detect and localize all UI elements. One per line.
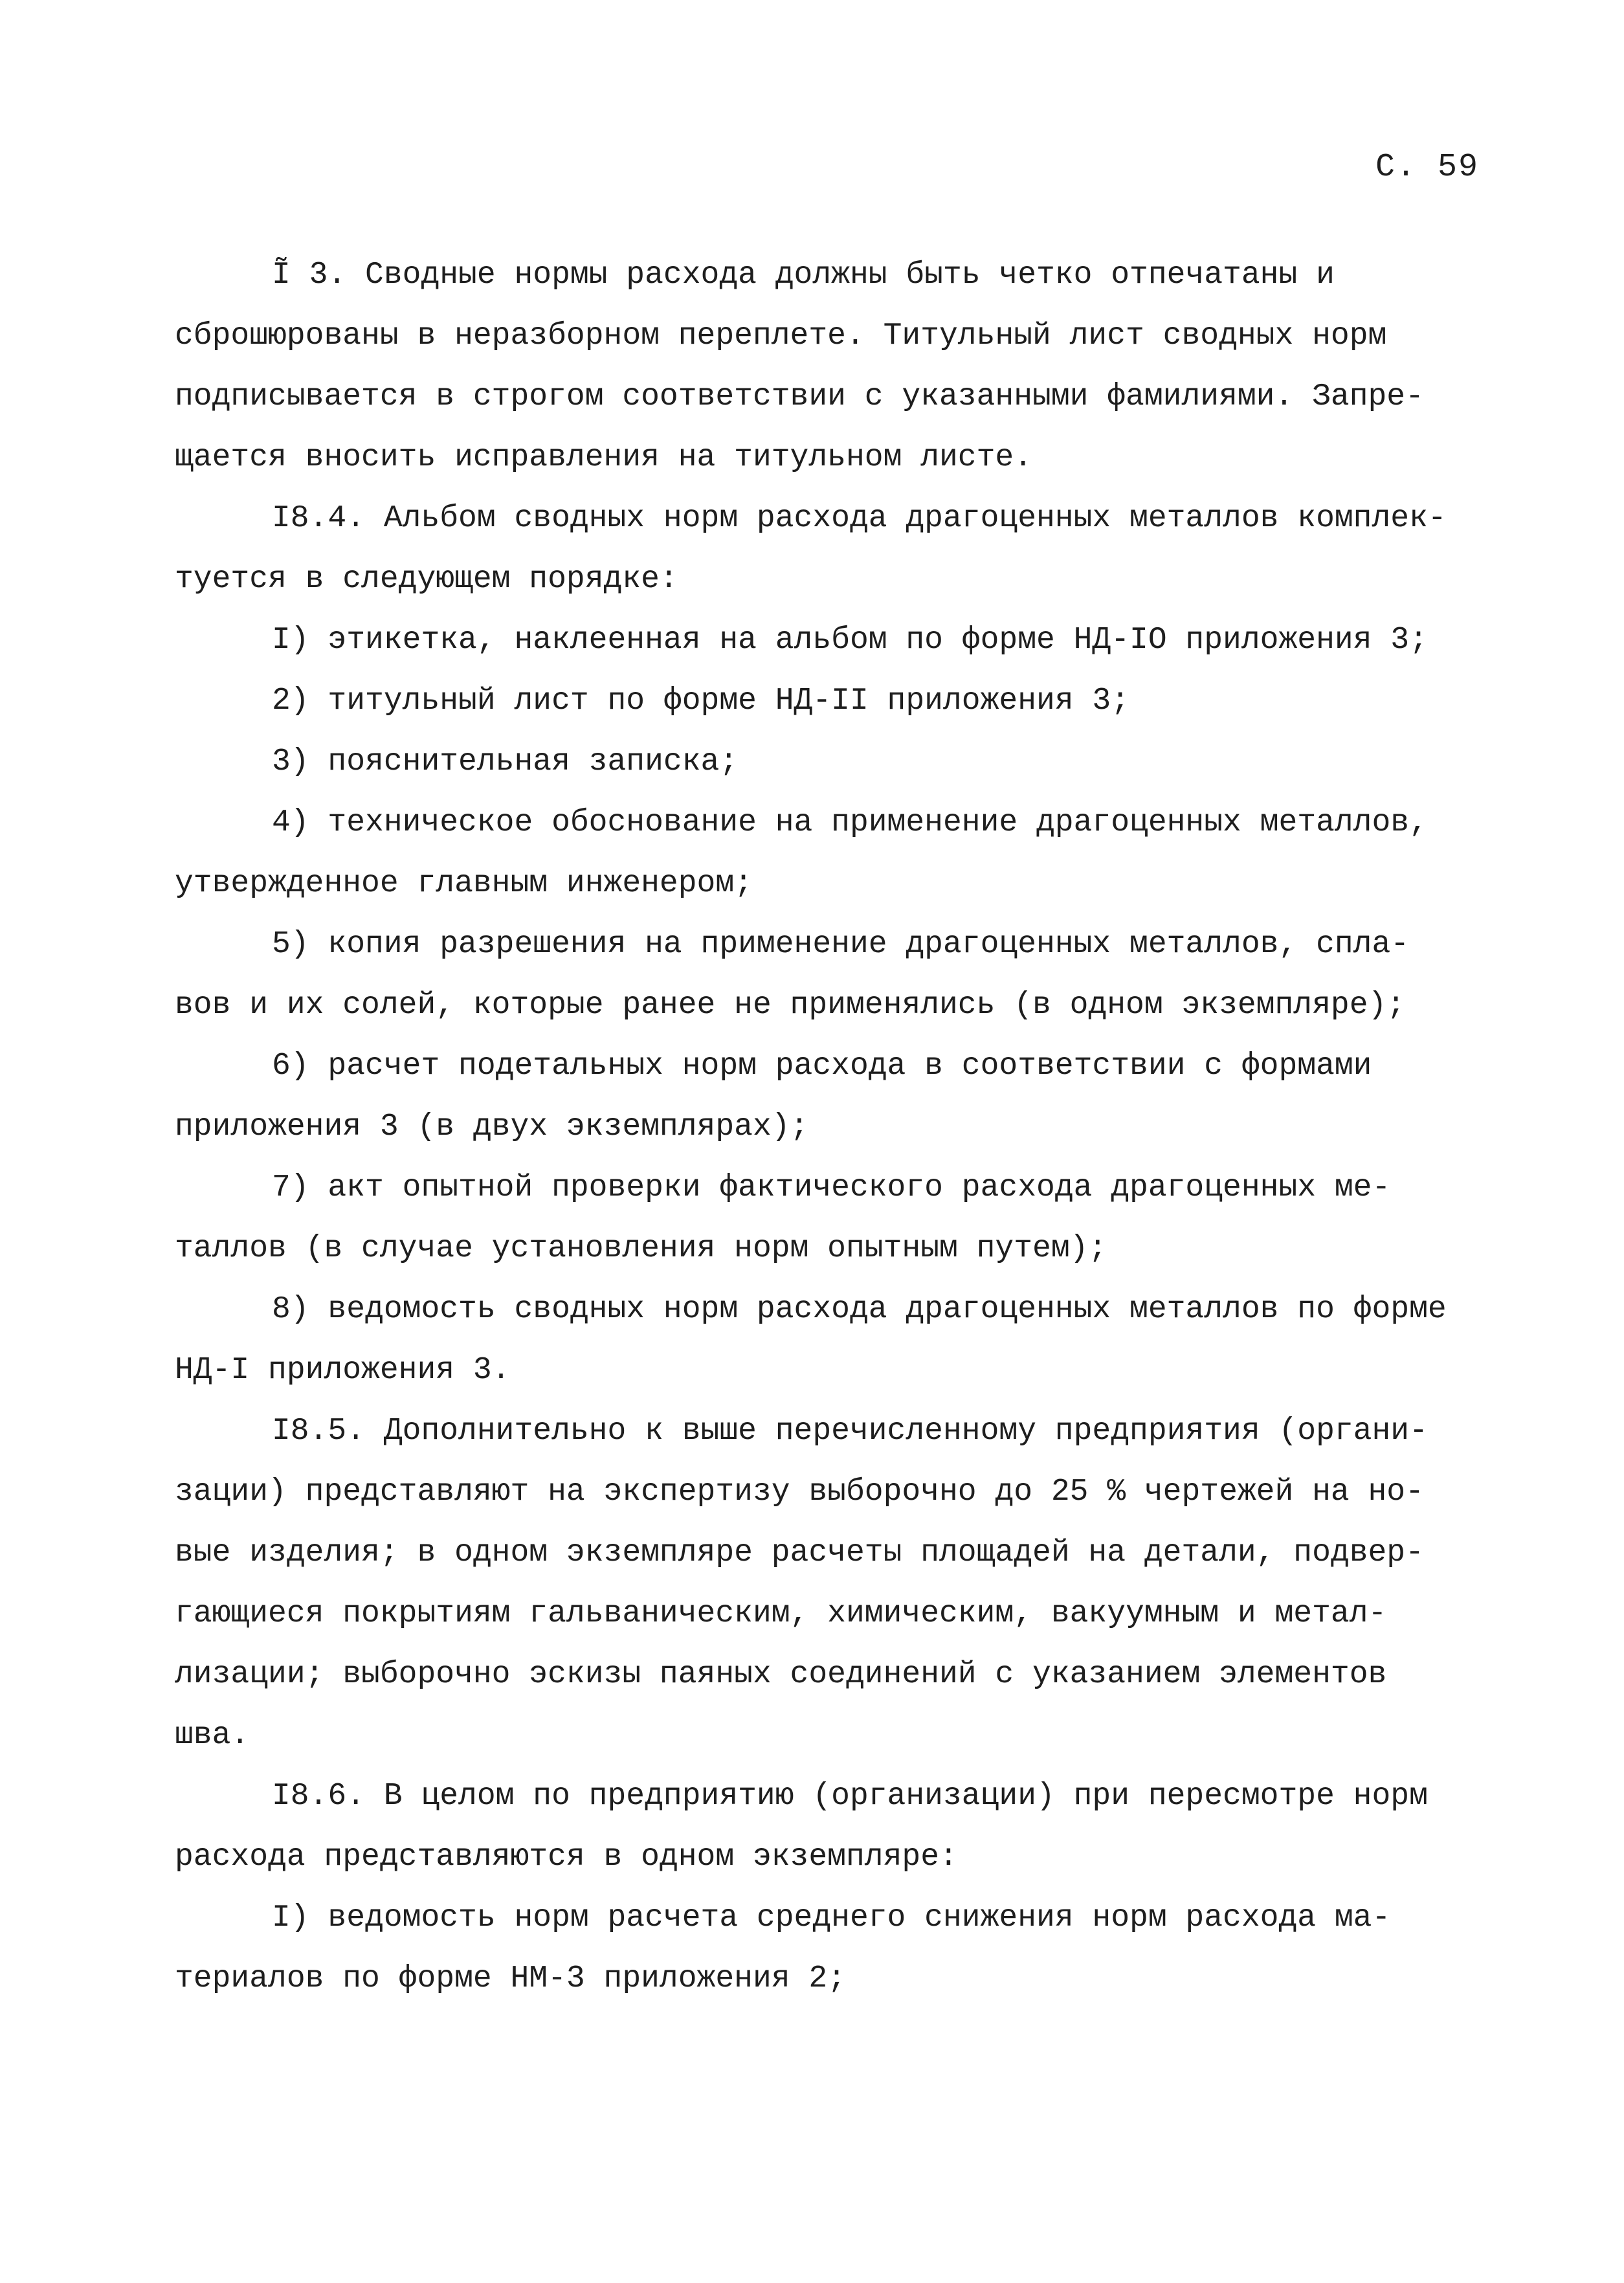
list-item: I) ведомость норм расчета среднего снижения норм расхода ма- (272, 1900, 1391, 1935)
list-item: 7) акт опытной проверки фактического расхода драгоценных ме- (272, 1170, 1391, 1205)
paragraph-line: туется в следующем порядке: (175, 562, 678, 597)
list-item: 4) техническое обоснование на применение драгоценных металлов, (272, 805, 1428, 840)
paragraph-line: шва. (175, 1718, 250, 1753)
list-item: 5) копия разрешения на применение драгоценных металлов, спла- (272, 927, 1410, 962)
list-item-continuation: утвержденное главным инженером; (175, 866, 753, 901)
list-item: 6) расчет подетальных норм расхода в соответствии с формами (272, 1049, 1372, 1084)
paragraph-line: подписывается в строгом соответствии с указанными фамилиями. Запре- (175, 379, 1424, 414)
paragraph-line: зации) представляют на экспертизу выборочно до 25 % чертежей на но- (175, 1475, 1424, 1509)
paragraph-line: расхода представляются в одном экземпляре: (175, 1840, 958, 1875)
list-item: 8) ведомость сводных норм расхода драгоценных металлов по форме (272, 1292, 1447, 1327)
list-item-continuation: вов и их солей, которые ранее не применялись (в одном экземпляре); (175, 988, 1406, 1023)
paragraph-line: сброшюрованы в неразборном переплете. Титульный лист сводных норм (175, 318, 1387, 353)
paragraph-line: I8.6. В целом по предприятию (организации) при пересмотре норм (272, 1779, 1428, 1814)
paragraph-line: щается вносить исправления на титульном листе. (175, 440, 1033, 475)
list-item: I) этикетка, наклеенная на альбом по форме НД-IO приложения 3; (272, 623, 1428, 658)
paragraph-line: I8.4. Альбом сводных норм расхода драгоценных металлов комплек- (272, 501, 1447, 536)
list-item-continuation: приложения 3 (в двух экземплярах); (175, 1109, 809, 1144)
page-number: С. 59 (1375, 149, 1480, 186)
list-item: 2) титульный лист по форме НД-II приложения 3; (272, 684, 1130, 718)
paragraph-line: лизации; выборочно эскизы паяных соединений с указанием элементов (175, 1657, 1387, 1692)
list-item: 3) пояснительная записка; (272, 744, 739, 779)
paragraph-line: вые изделия; в одном экземпляре расчеты площадей на детали, подвер- (175, 1535, 1424, 1570)
paragraph-line: Ĩ 3. Сводные нормы расхода должны быть четко отпечатаны и (272, 258, 1335, 293)
paragraph-line: гающиеся покрытиям гальваническим, химическим, вакуумным и метал- (175, 1596, 1387, 1631)
paragraph-line: I8.5. Дополнительно к выше перечисленному предприятия (органи- (272, 1414, 1428, 1449)
list-item-continuation: НД-I приложения 3. (175, 1353, 511, 1388)
list-item-continuation: таллов (в случае установления норм опытным путем); (175, 1231, 1107, 1266)
list-item-continuation: териалов по форме НМ-3 приложения 2; (175, 1961, 846, 1996)
